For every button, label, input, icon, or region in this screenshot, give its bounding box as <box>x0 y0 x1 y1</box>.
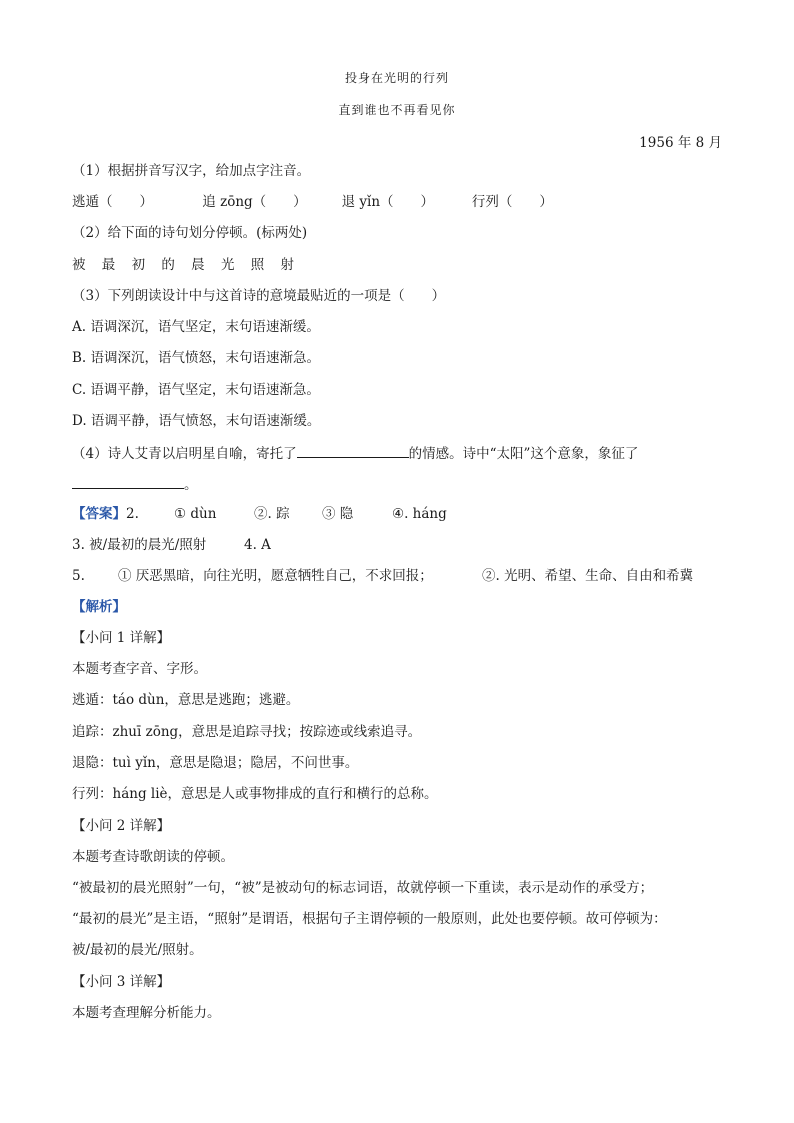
q4-blank-2 <box>72 474 184 489</box>
sub1-title: 【小问 1 详解】 <box>72 630 171 646</box>
sub2-title: 【小问 2 详解】 <box>72 818 171 834</box>
question-1-items <box>72 193 553 211</box>
q4-part-2: 的情感。诗中“太阳”这个意象，象征了 <box>408 446 639 462</box>
option-c: C. 语调平静，语气坚定，末句语速渐急。 <box>72 382 320 398</box>
answer-2-item-2: ②. 踪 <box>254 506 290 522</box>
question-4-end <box>72 474 198 494</box>
sub1-intro: 本题考查字音、字形。 <box>72 661 207 677</box>
poem-line-2: 直到谁也不再看见你 <box>338 103 456 117</box>
q4-end: 。 <box>184 477 198 493</box>
poem-line-1: 投身在光明的行列 <box>344 71 449 85</box>
answer-2-item-4: ④. háng <box>392 506 447 522</box>
option-b: B. 语调深沉，语气愤怒，末句语速渐急。 <box>72 350 321 366</box>
option-a: A. 语调深沉，语气坚定，末句语速渐缓。 <box>72 319 320 335</box>
answer-4: 4. A <box>244 537 271 553</box>
sub1-line-3: 退隐：tuì yǐn，意思是隐退；隐居，不问世事。 <box>72 755 359 771</box>
answer-tag: 【答案】 <box>72 506 126 522</box>
sub3-title: 【小问 3 详解】 <box>72 974 171 990</box>
answer-5-prefix: 5. <box>72 568 85 584</box>
option-d: D. 语调平静，语气愤怒，末句语速渐缓。 <box>72 413 321 429</box>
answer-line-2 <box>72 505 447 523</box>
q4-blank-1 <box>297 443 409 458</box>
q1-item-3: 退 yǐn（ ） <box>341 194 435 210</box>
poem-date: 1956 年 8 月 <box>639 135 722 151</box>
q4-part-1: （4）诗人艾青以启明星自喻，寄托了 <box>72 446 297 462</box>
question-2-line: 被 最 初 的 晨 光 照 射 <box>72 257 301 273</box>
answer-2-prefix: 2. <box>126 506 139 522</box>
question-4 <box>72 443 638 463</box>
sub2-line-3: 被/最初的晨光/照射。 <box>72 942 203 958</box>
sub2-intro: 本题考查诗歌朗读的停顿。 <box>72 849 234 865</box>
answer-3: 3. 被/最初的晨光/照射 <box>72 537 207 553</box>
answer-line-3 <box>72 536 271 554</box>
question-1: （1）根据拼音写汉字，给加点字注音。 <box>72 163 311 179</box>
sub1-line-2: 追踪：zhuī zōng，意思是追踪寻找；按踪迹或线索追寻。 <box>72 724 422 740</box>
sub1-line-4: 行列：háng liè，意思是人或事物排成的直行和横行的总称。 <box>72 786 438 802</box>
answer-2-item-3: ③ 隐 <box>322 506 354 522</box>
sub2-line-2: “最初的晨光”是主语，“照射”是谓语，根据句子主谓停顿的一般原则，此处也要停顿。故可停顿为： <box>72 911 667 927</box>
question-3: （3）下列朗读设计中与这首诗的意境最贴近的一项是（ ） <box>72 288 446 304</box>
answer-line-5 <box>72 567 693 585</box>
q1-item-2: 追 zōng（ ） <box>202 194 307 210</box>
answer-2-item-1: ① dùn <box>174 506 217 522</box>
analysis-tag: 【解析】 <box>72 599 126 615</box>
question-2: （2）给下面的诗句划分停顿。(标两处) <box>72 225 308 241</box>
answer-5-item-2: ②. 光明、希望、生命、自由和希冀 <box>482 568 694 584</box>
answer-5-item-1: ① 厌恶黑暗，向往光明，愿意牺牲自己，不求回报； <box>118 568 433 584</box>
sub2-line-1: “被最初的晨光照射”一句，“被”是被动句的标志词语，故就停顿一下重读，表示是动作的承受方； <box>72 880 654 896</box>
sub3-intro: 本题考查理解分析能力。 <box>72 1005 221 1021</box>
q1-item-4: 行列（ ） <box>471 194 553 210</box>
sub1-line-1: 逃遁：táo dùn，意思是逃跑；逃避。 <box>72 692 300 708</box>
q1-item-1: 逃遁（ ） <box>72 194 153 210</box>
